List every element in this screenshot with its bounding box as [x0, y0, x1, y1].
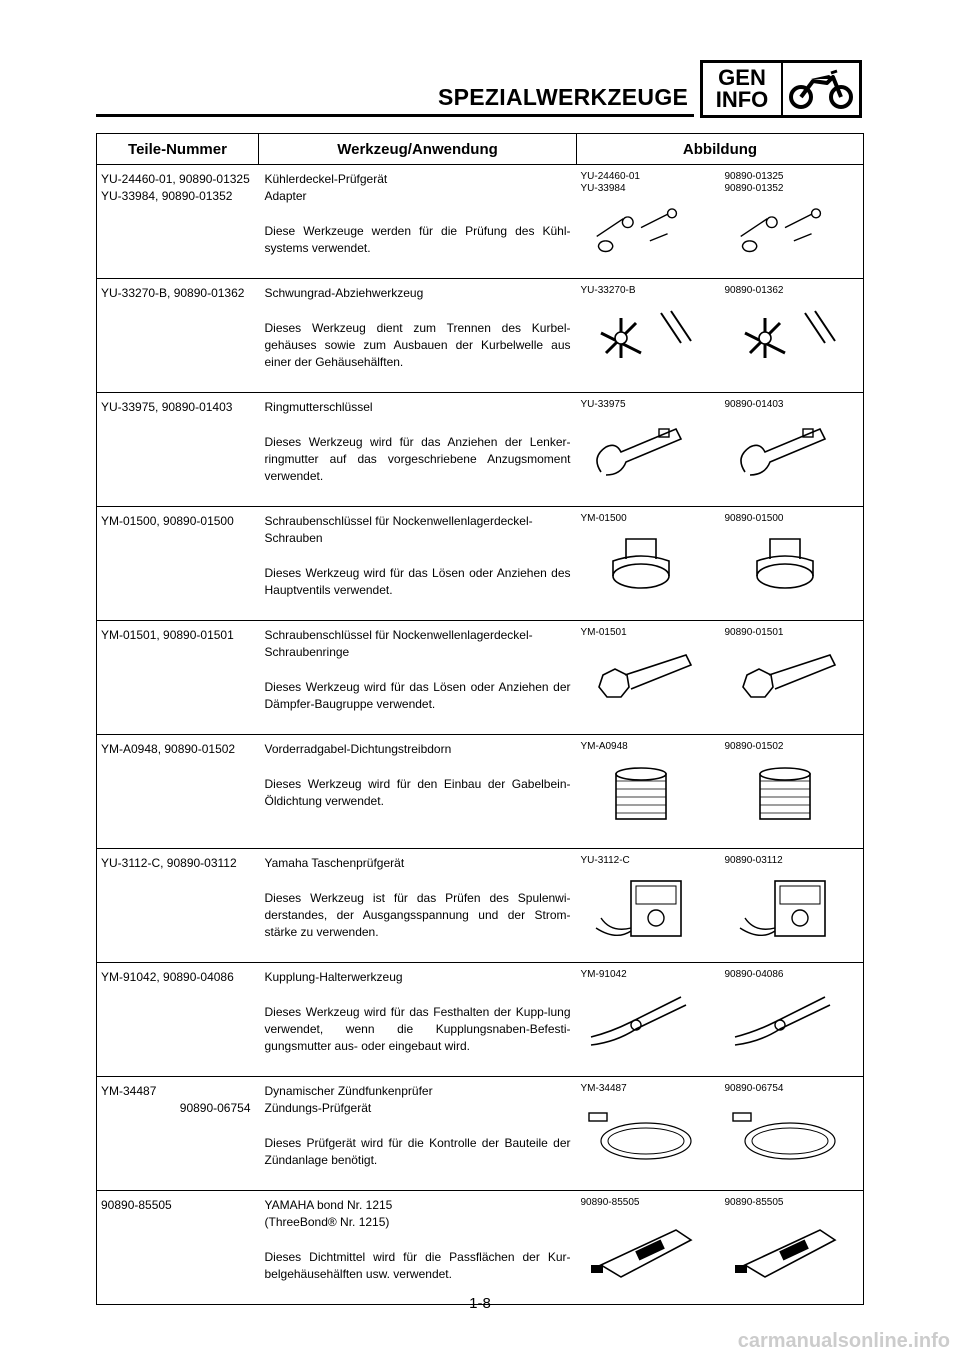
part-number: YU-33984, 90890-01352 — [101, 189, 233, 203]
part-number-cell — [97, 393, 259, 507]
illustration-cell-right — [721, 279, 864, 393]
clutch-holder-icon — [581, 987, 701, 1057]
tool-name: (ThreeBond® Nr. 1215) — [264, 1215, 390, 1229]
header-tool-usage: Werkzeug/Anwendung — [259, 134, 577, 165]
part-number: 90890-85505 — [101, 1198, 172, 1212]
tool-name: Schraubenschlüssel für Nockenwellenlagerdeckel-Schrauben — [264, 514, 533, 545]
badge-line-2: INFO — [715, 87, 769, 112]
part-number: YM-34487 — [101, 1084, 157, 1098]
tool-description: Dieses Werkzeug dient zum Trennen des Kurbel-gehäuses sowie zum Ausbauen der Kurbelwelle aus einer der Gehäusehälften. — [264, 321, 571, 369]
part-number: YU-3112-C, 90890-03112 — [101, 856, 237, 870]
illustration-cell-right — [721, 393, 864, 507]
seal-driver-icon — [581, 759, 701, 829]
illustration-cell-left — [577, 621, 721, 735]
tool-name: Adapter — [264, 189, 307, 203]
illustration-cell-left — [577, 1077, 721, 1191]
tool-name: Schraubenschlüssel für Nockenwellenlagerdeckel-Schraubenringe — [264, 628, 533, 659]
tool-usage-cell — [259, 621, 577, 735]
tool-description: Dieses Dichtmittel wird für die Passflächen der Kur-belgehäusehälften usw. verwendet. — [264, 1250, 571, 1281]
radiator-cap-tester-icon — [581, 201, 701, 263]
seal-driver-icon — [725, 759, 845, 829]
spark-tester-icon — [725, 1101, 845, 1171]
octagon-wrench-icon — [725, 645, 845, 715]
illustration-label: YU-24460-01 — [580, 171, 640, 182]
tool-usage-cell — [259, 735, 577, 849]
table-row — [97, 1077, 864, 1191]
table-row — [97, 735, 864, 849]
table-row — [97, 1191, 864, 1305]
part-number-cell — [97, 621, 259, 735]
tool-usage-cell — [259, 507, 577, 621]
tool-usage-cell — [259, 963, 577, 1077]
tool-name: Yamaha Taschenprüfgerät — [264, 856, 405, 870]
tool-description: Dieses Werkzeug wird für das Lösen oder Anziehen des Hauptventils verwendet. — [264, 566, 571, 597]
page-number: 1-8 — [469, 1295, 491, 1312]
table-row — [97, 621, 864, 735]
badge-line-1: GEN — [718, 65, 766, 90]
part-number-cell — [97, 849, 259, 963]
octagon-wrench-icon — [581, 645, 701, 715]
tool-name: Dynamischer Zündfunkenprüfer — [264, 1084, 433, 1098]
illustration-cell-left — [577, 735, 721, 849]
ring-nut-wrench-icon — [725, 417, 845, 487]
title-rule — [96, 114, 694, 117]
tool-description: Dieses Prüfgerät wird für die Kontrolle der Bauteile der Zündanlage benötigt. — [264, 1136, 571, 1167]
illustration-label: 90890-01500 — [724, 513, 784, 524]
illustration-label: 90890-01501 — [724, 627, 784, 638]
tool-description: Diese Werkzeuge werden für die Prüfung des Kühl-systems verwendet. — [264, 224, 571, 255]
illustration-cell-right — [721, 165, 864, 279]
header-illustration: Abbildung — [577, 134, 864, 165]
illustration-label: 90890-85505 — [580, 1197, 640, 1208]
watermark: carmanualsonline.info — [737, 1330, 950, 1352]
illustration-cell-right — [721, 963, 864, 1077]
illustration-cell-left — [577, 849, 721, 963]
illustration-label: 90890-85505 — [724, 1197, 784, 1208]
illustration-label: 90890-01325 — [724, 171, 784, 182]
tool-description: Dieses Werkzeug wird für den Einbau der Gabelbein-Öldichtung verwendet. — [264, 777, 571, 808]
tool-description: Dieses Werkzeug wird für das Anziehen der Lenker-ringmutter auf das vorgeschriebene Anzugsmoment verwendet. — [264, 435, 571, 483]
table-header-row — [97, 134, 864, 165]
flywheel-puller-icon — [581, 303, 701, 373]
tool-usage-cell — [259, 1191, 577, 1305]
illustration-label: YM-34487 — [580, 1083, 627, 1094]
tool-name: Kupplung-Halterwerkzeug — [264, 970, 403, 984]
part-number-cell — [97, 963, 259, 1077]
illustration-label: 90890-01502 — [724, 741, 784, 752]
illustration-label: YU-33984 — [580, 183, 626, 194]
illustration-cell-right — [721, 507, 864, 621]
special-tools-table — [96, 133, 864, 1305]
tool-description: Dieses Werkzeug wird für das Lösen oder Anziehen der Dämpfer-Baugruppe verwendet. — [264, 680, 571, 711]
part-number: YM-01501, 90890-01501 — [101, 628, 234, 642]
illustration-label: 90890-04086 — [724, 969, 784, 980]
tool-name: Schwungrad-Abziehwerkzeug — [264, 286, 424, 300]
tool-usage-cell — [259, 393, 577, 507]
illustration-label: 90890-06754 — [724, 1083, 784, 1094]
clutch-holder-icon — [725, 987, 845, 1057]
tool-name: Ringmutterschlüssel — [264, 400, 373, 414]
illustration-cell-right — [721, 1077, 864, 1191]
part-number: YU-33270-B, 90890-01362 — [101, 286, 245, 300]
tool-name: Zündungs-Prüfgerät — [264, 1101, 372, 1115]
socket-wrench-icon — [725, 531, 845, 601]
tool-name: Vorderradgabel-Dichtungstreibdorn — [264, 742, 452, 756]
illustration-cell-left — [577, 279, 721, 393]
illustration-label: YU-3112-C — [580, 855, 630, 866]
header-part-number: Teile-Nummer — [97, 134, 259, 165]
illustration-cell-left — [577, 507, 721, 621]
motorcycle-icon — [787, 67, 855, 111]
illustration-label: YU-33270-B — [580, 285, 636, 296]
ring-nut-wrench-icon — [581, 417, 701, 487]
sealant-tube-icon — [725, 1215, 845, 1285]
table-row — [97, 849, 864, 963]
illustration-cell-right — [721, 735, 864, 849]
page-title: SPEZIALWERKZEUGE — [438, 84, 689, 110]
illustration-cell-left — [577, 393, 721, 507]
multimeter-icon — [581, 873, 701, 943]
table-row — [97, 963, 864, 1077]
flywheel-puller-icon — [725, 303, 845, 373]
spark-tester-icon — [581, 1101, 701, 1171]
illustration-cell-right — [721, 621, 864, 735]
table-row — [97, 279, 864, 393]
tool-description: Dieses Werkzeug wird für das Festhalten der Kupp-lung verwendet, wenn die Kupplungsnaben-Befesti-gungsmutter aus- oder eingebaut wird. — [264, 1005, 571, 1053]
part-number: YU-33975, 90890-01403 — [101, 400, 233, 414]
table-row — [97, 507, 864, 621]
tool-usage-cell — [259, 1077, 577, 1191]
illustration-label: YU-33975 — [580, 399, 626, 410]
illustration-label: 90890-01362 — [724, 285, 784, 296]
tool-name: YAMAHA bond Nr. 1215 — [264, 1198, 393, 1212]
illustration-cell-left — [577, 963, 721, 1077]
section-badge — [700, 60, 862, 118]
tool-name: Kühlerdeckel-Prüfgerät — [264, 172, 388, 186]
tool-usage-cell — [259, 849, 577, 963]
illustration-label: 90890-01403 — [724, 399, 784, 410]
sealant-tube-icon — [581, 1215, 701, 1285]
table-row — [97, 393, 864, 507]
socket-wrench-icon — [581, 531, 701, 601]
part-number-cell — [97, 735, 259, 849]
radiator-cap-tester-icon — [725, 201, 845, 263]
part-number-cell — [97, 507, 259, 621]
part-number-cell — [97, 1077, 259, 1191]
illustration-label: YM-01500 — [580, 513, 627, 524]
part-number: YU-24460-01, 90890-01325 — [101, 172, 250, 186]
part-number: YM-01500, 90890-01500 — [101, 514, 234, 528]
illustration-cell-right — [721, 1191, 864, 1305]
tool-description: Dieses Werkzeug ist für das Prüfen des Spulenwi-derstandes, der Ausgangsspannung und der Strom-stärke zu verwenden. — [264, 891, 571, 939]
tool-usage-cell — [259, 165, 577, 279]
illustration-label: YM-91042 — [580, 969, 627, 980]
part-number-cell — [97, 279, 259, 393]
part-number-cell — [97, 1191, 259, 1305]
illustration-cell-left — [577, 1191, 721, 1305]
illustration-label: 90890-01352 — [724, 183, 784, 194]
illustration-cell-right — [721, 849, 864, 963]
part-number: YM-A0948, 90890-01502 — [101, 742, 236, 756]
multimeter-icon — [725, 873, 845, 943]
part-number: YM-91042, 90890-04086 — [101, 970, 234, 984]
table-row — [97, 165, 864, 279]
illustration-label: 90890-03112 — [724, 855, 783, 866]
part-number: 90890-06754 — [179, 1101, 251, 1115]
part-number-cell — [97, 165, 259, 279]
illustration-label: YM-A0948 — [580, 741, 628, 752]
illustration-label: YM-01501 — [580, 627, 627, 638]
illustration-cell-left — [577, 165, 721, 279]
tool-usage-cell — [259, 279, 577, 393]
